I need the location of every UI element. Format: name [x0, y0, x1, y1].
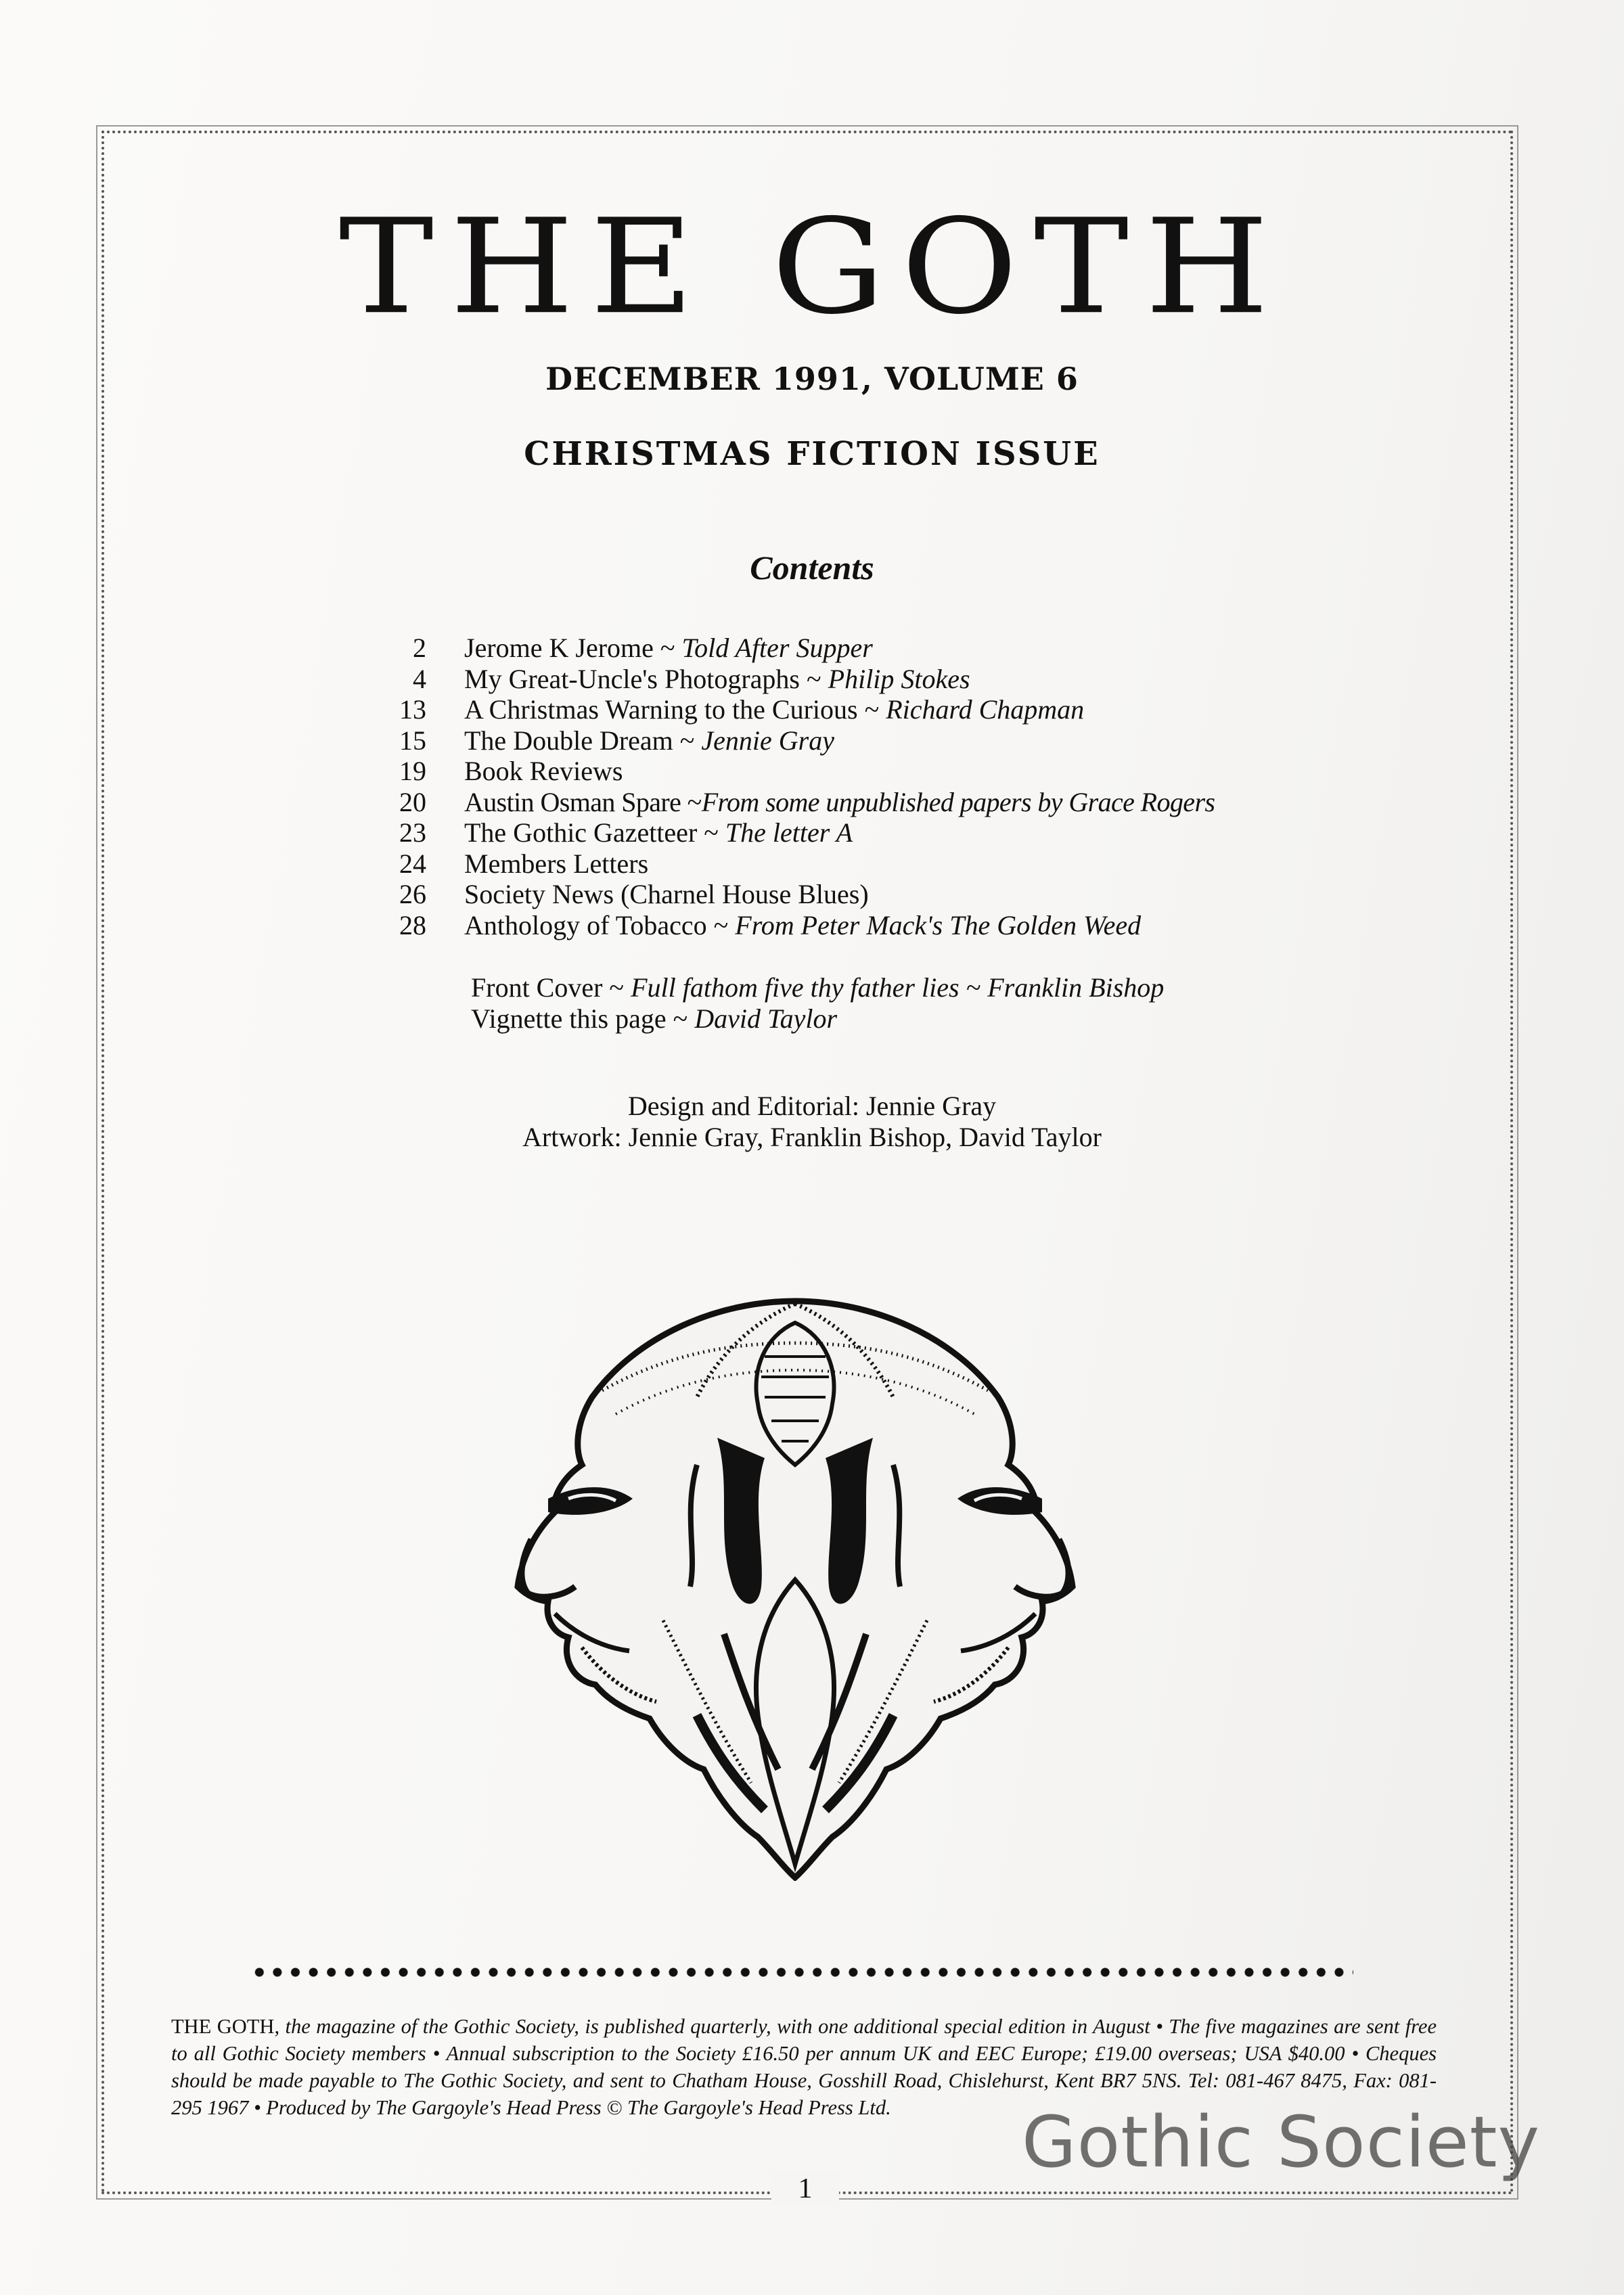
front-cover-credit — [471, 972, 1164, 1003]
toc-title: Members Letters — [464, 848, 649, 879]
toc-entry — [464, 633, 873, 664]
toc-detail: The letter A — [725, 817, 853, 848]
toc-entry — [464, 756, 623, 787]
toc-item — [365, 664, 1380, 695]
toc-page-number: 2 — [413, 633, 426, 663]
footer-publication-name: THE GOTH — [171, 2015, 275, 2038]
toc-item — [365, 817, 1380, 848]
front-cover-label: Front Cover ~ — [471, 972, 631, 1003]
toc-item — [365, 787, 1380, 818]
toc-page-number: 28 — [399, 909, 426, 940]
toc-item — [365, 633, 1380, 664]
artwork-credit: Artwork: Jennie Gray, Franklin Bishop, David Taylor — [522, 1122, 1102, 1152]
toc-entry — [464, 664, 970, 695]
toc-detail: Philip Stokes — [828, 663, 970, 694]
toc-title: My Great-Uncle's Photographs ~ — [464, 663, 828, 694]
toc-page-number: 19 — [399, 756, 426, 786]
vignette-value: David Taylor — [694, 1003, 838, 1034]
twin-faces-vignette — [494, 1296, 1096, 1881]
toc-page-number: 20 — [399, 786, 426, 817]
toc-entry — [464, 910, 1141, 941]
issue-theme: CHRISTMAS FICTION ISSUE — [524, 435, 1100, 473]
staff-credits — [0, 1091, 1624, 1153]
toc-page-number: 4 — [413, 663, 426, 694]
toc-title: Anthology of Tobacco ~ — [464, 909, 736, 940]
toc-detail: From Peter Mack's The Golden Weed — [735, 909, 1142, 940]
vignette-label: Vignette this page ~ — [471, 1003, 695, 1034]
watermark: Gothic Society — [1022, 2101, 1541, 2183]
toc-title: Jerome K Jerome ~ — [464, 633, 682, 663]
toc-title: A Christmas Warning to the Curious ~ — [464, 694, 886, 725]
issue-date-volume: DECEMBER 1991, VOLUME 6 — [545, 361, 1079, 397]
toc-entry — [464, 694, 1084, 725]
toc-title: The Double Dream ~ — [464, 725, 702, 756]
toc-item — [365, 910, 1380, 941]
toc-entry — [464, 787, 1215, 818]
artwork-credits — [471, 972, 1164, 1035]
toc-title: The Gothic Gazetteer ~ — [464, 817, 725, 848]
toc-page-number: 13 — [399, 694, 426, 725]
toc-page-number: 15 — [399, 725, 426, 756]
vignette-credit — [471, 1003, 1164, 1035]
magazine-title: THE GOTH — [338, 190, 1286, 344]
toc-detail: Jennie Gray — [701, 725, 835, 756]
toc-entry — [464, 848, 648, 880]
toc-item — [365, 879, 1380, 910]
table-of-contents — [365, 633, 1380, 940]
toc-page-number: 23 — [399, 817, 426, 848]
toc-title: Austin Osman Spare ~ — [464, 786, 702, 817]
toc-title: Society News (Charnel House Blues) — [464, 879, 869, 909]
toc-detail: From some unpublished papers by Grace Rogers — [701, 786, 1215, 817]
toc-entry — [464, 725, 834, 756]
toc-item — [365, 694, 1380, 725]
design-editorial-credit: Design and Editorial: Jennie Gray — [627, 1091, 997, 1121]
toc-entry — [464, 879, 869, 910]
toc-detail: Told After Supper — [681, 633, 873, 663]
page-number: 1 — [771, 2172, 839, 2206]
dotted-divider — [250, 1963, 1353, 1981]
toc-entry — [464, 817, 853, 848]
toc-detail: Richard Chapman — [886, 694, 1085, 725]
toc-item — [365, 848, 1380, 880]
toc-item — [365, 725, 1380, 756]
contents-heading: Contents — [750, 549, 874, 587]
front-cover-value: Full fathom five thy father lies ~ Franklin Bishop — [631, 972, 1165, 1003]
toc-title: Book Reviews — [464, 756, 623, 786]
toc-page-number: 24 — [399, 848, 426, 879]
toc-item — [365, 756, 1380, 787]
footer-text: , the magazine of the Gothic Society, is published quarterly, with one additional special edition in August • The five magazines are sent free to all Gothic Society members • Annual subscription to the Society £16.50 per annum UK and EEC Europe; £19.00 overseas; USA $40.00 • Cheques should be made payable to The Gothic Society, and sent to Chatham House, Gosshill Road, Chislehurst, Kent BR7 5NS. Tel: 081-467 8475, Fax: 081-295 1967 • Produced by The Gargoyle's Head Press © The Gargoyle's Head Press Ltd. — [171, 2015, 1437, 2119]
toc-page-number: 26 — [399, 879, 426, 909]
